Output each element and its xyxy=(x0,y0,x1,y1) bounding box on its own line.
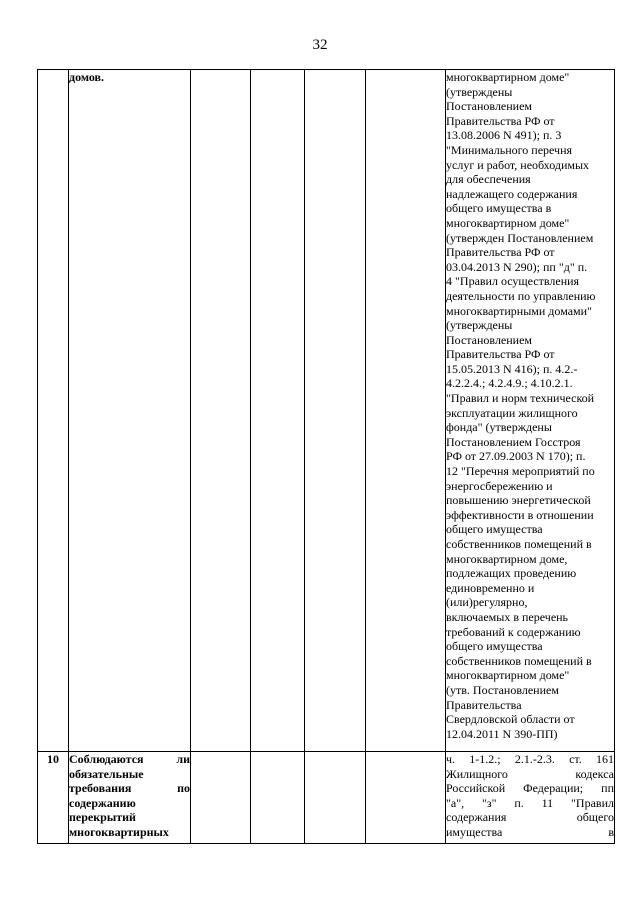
text-line: Правительства xyxy=(446,697,522,712)
text-line: многоквартирном доме" xyxy=(446,215,570,230)
requirement-cell xyxy=(69,70,191,752)
text-line: (утвержден Постановлением xyxy=(446,230,594,245)
text-line: эффективности в отношении xyxy=(446,507,594,522)
text-line: Свердловской области от xyxy=(446,712,575,727)
text-line: требований к содержанию xyxy=(446,624,581,639)
empty-cell xyxy=(366,70,446,752)
text-line: (утверждены xyxy=(446,84,513,99)
text-line: подлежащих проведению xyxy=(446,566,577,581)
text-line: Российской Федерации; пп xyxy=(446,781,614,796)
empty-cell xyxy=(191,70,251,752)
text-line: обязательные xyxy=(69,766,144,781)
text-line: повышению энергетической xyxy=(446,493,591,508)
text-line: многоквартирными домами" xyxy=(446,303,592,318)
text-line: требования по xyxy=(69,781,190,796)
text-line: "Минимального перечня xyxy=(446,142,573,157)
empty-cell xyxy=(191,752,251,844)
text-line: Постановлением Госстроя xyxy=(446,434,581,449)
legal-reference-cell xyxy=(446,752,615,844)
text-line: общего имущества xyxy=(446,522,543,537)
empty-cell xyxy=(251,70,305,752)
text-line: имущества в xyxy=(446,824,614,839)
text-line: Правительства РФ от xyxy=(446,113,555,128)
empty-cell xyxy=(366,752,446,844)
page-number: 32 xyxy=(312,37,328,53)
text-line: Жилищного кодекса xyxy=(446,766,614,781)
text-line: надлежащего содержания xyxy=(446,186,578,201)
text-line: многоквартирном доме" xyxy=(446,668,570,683)
text-line: Правительства РФ от xyxy=(446,245,555,260)
text-line: ч. 1-1.2.; 2.1.-2.3. ст. 161 xyxy=(446,752,614,766)
text-line: "Правил и норм технической xyxy=(446,391,595,406)
text-line: (или)регулярно, xyxy=(446,595,528,610)
text-line: 03.04.2013 N 290); пп "д" п. xyxy=(446,259,588,274)
text-line: для обеспечения xyxy=(446,172,531,187)
requirement-cell xyxy=(69,752,191,844)
text-line: 12 "Перечня мероприятий по xyxy=(446,464,595,479)
empty-cell xyxy=(305,70,366,752)
text-line: РФ от 27.09.2003 N 170); п. xyxy=(446,449,586,464)
text-line: 4.2.2.4.; 4.2.4.9.; 4.10.2.1. xyxy=(446,376,573,391)
text-line: собственников помещений в xyxy=(446,653,592,668)
text-line: многоквартирном доме, xyxy=(446,551,568,566)
empty-cell xyxy=(251,752,305,844)
table-row xyxy=(38,70,615,752)
text-line: 12.04.2011 N 390-ПП) xyxy=(446,726,558,741)
text-line: включаемых в перечень xyxy=(446,609,569,624)
text-line: общего имущества в xyxy=(446,201,552,216)
legal-reference-cell xyxy=(446,70,615,752)
text-line: услуг и работ, необходимых xyxy=(446,157,590,172)
text-line: единовременно и xyxy=(446,580,535,595)
text-line: 15.05.2013 N 416); п. 4.2.- xyxy=(446,361,578,376)
row-number-cell: 10 xyxy=(38,752,69,844)
text-line: фонда" (утверждены xyxy=(446,420,552,435)
row-number-cell xyxy=(38,70,69,752)
text-line: Постановлением xyxy=(446,99,533,114)
text-line: Соблюдаются ли xyxy=(69,752,190,766)
text-line: энергосбережению и xyxy=(446,478,553,493)
text-line: (утверждены xyxy=(446,318,513,333)
text-line: содержанию xyxy=(69,795,136,810)
text-line: содержания общего xyxy=(446,810,614,825)
table-row xyxy=(38,752,615,844)
text-line: Постановлением xyxy=(446,332,533,347)
text-line: "а", "з" п. 11 "Правил xyxy=(446,795,614,810)
text-line: собственников помещений в xyxy=(446,537,592,551)
text-line: 4 "Правил осуществления xyxy=(446,274,580,289)
text-line: (утв. Постановлением xyxy=(446,682,559,697)
text-line: общего имущества xyxy=(446,639,543,654)
text-line: домов. xyxy=(69,70,105,84)
text-line: многоквартирном доме" xyxy=(446,70,570,84)
text-line: Правительства РФ от xyxy=(446,347,555,362)
text-line: многоквартирных xyxy=(69,824,169,839)
text-line: эксплуатации жилищного xyxy=(446,405,578,420)
text-line: 13.08.2006 N 491); п. 3 xyxy=(446,128,562,143)
text-line: перекрытий xyxy=(69,810,136,825)
text-line: деятельности по управлению xyxy=(446,288,596,303)
inspection-checklist-table xyxy=(37,69,615,844)
empty-cell xyxy=(305,752,366,844)
